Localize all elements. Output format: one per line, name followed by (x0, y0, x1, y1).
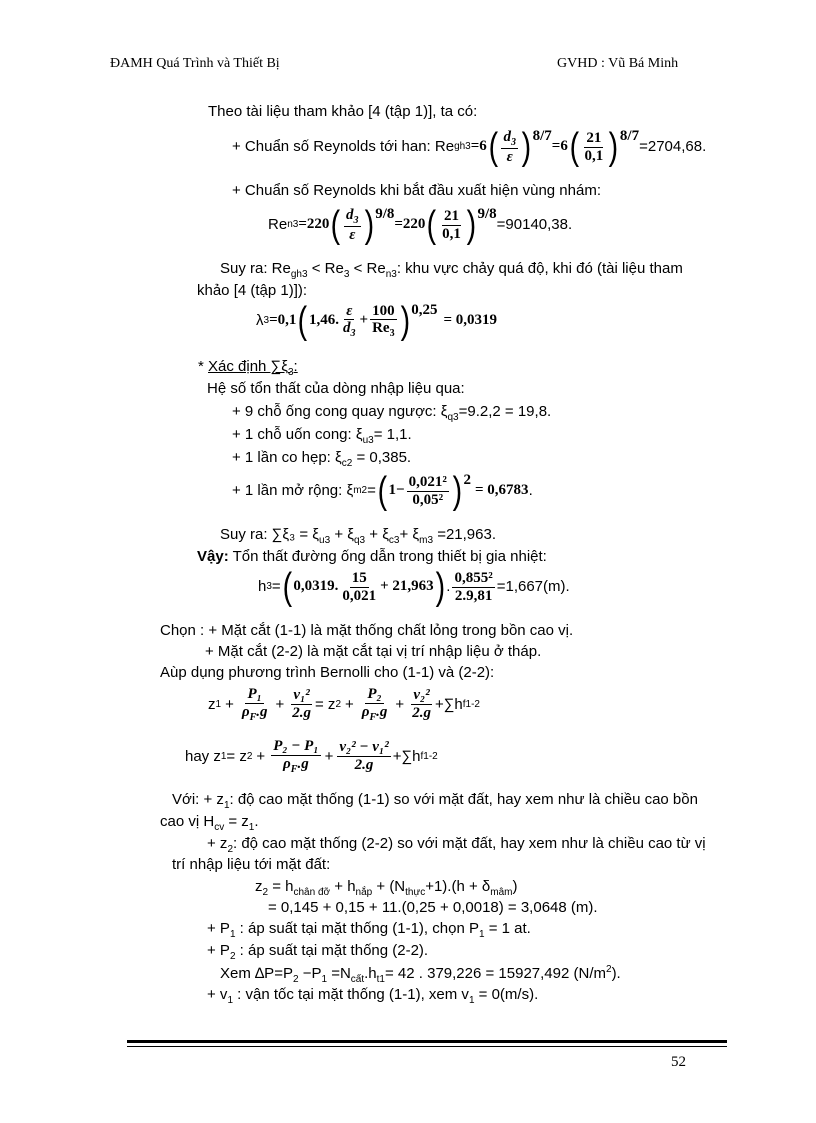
loss-equation: h 3 = ( 0,0319. $\frac{15}{0,021}$ + 21,963 ) . $\frac{\text{0,855²}}{2.9,81}$ =1,667(m). (258, 566, 570, 608)
lambda-equation: λ 3 =0,1 ( 1,46. $\frac{\varepsilon}{d_3}$ + $\frac{100}{Re_3}$ ) 0,25 = 0,0319 (256, 300, 498, 342)
line-17: Chọn : + Mặt cắt (1-1) là mặt thống chất lỏng trong bồn cao vị. (160, 622, 574, 639)
line-11: + 1 chỗ uốn cong: $\xi_{u3}= 1,1$. (232, 426, 412, 446)
line-23: trí nhập liệu tới mặt đất: (172, 856, 331, 873)
line-19: Aùp dụng phương trình Bernolli cho (1-1) và (2-2): (160, 664, 495, 681)
line-22: + $z_2$: độ cao mặt thống (2-2) so với mặt đất, hay xem như là chiều cao từ vị (207, 835, 706, 855)
line-27: + $P_2$ : áp suất tại mặt thống (2-2). (207, 942, 429, 962)
page-number: 52 (671, 1054, 686, 1070)
line-6: khảo [4 (tập 1)]): (197, 282, 308, 299)
bernoulli-equation: z 1 + $\frac{\text{P₁}}{\rho_F.g}$ + $\frac{\text{v₁²}}{2.g}$ = z 2 + $\frac{\text{P₂}}{\rho_F.g}$ + $\frac{\text{v₂²}}{2.g}$ +∑h f1-2 (208, 686, 480, 723)
line-20: Với: + $z_1$: độ cao mặt thống (1-1) so với mặt đất, hay xem như là chiều cao bồn (172, 791, 698, 811)
header-right: GVHD : Vũ Bá Minh (557, 56, 679, 71)
header-left: ĐAMH Quá Trình và Thiết Bị (110, 56, 280, 71)
bernoulli-rearranged: hay z 1 = z 2 + $\frac{\text{P₂ − P₁}}{\rho_F.g}$ + $\frac{\text{v₂² − v₁²}}{2.g}$ +∑h f1-2 (185, 738, 438, 775)
section-heading: * Xác định $\sum\xi_3$: (198, 358, 298, 378)
reynolds-critical: + Chuẩn số Reynolds tới han: Re gh3 =6 ( $\frac{d_3}{\varepsilon}$ ) 8/7 =6 ( $\frac{21}{0,1}$ ) 8/7 =2704,68. (232, 126, 707, 168)
line-26: + $P_1$ : áp suất tại mặt thống (1-1), chọn $P_1 = 1$ at. (207, 920, 531, 940)
line-1: Theo tài liệu tham khảo [4 (tập 1)], ta có: (208, 103, 478, 120)
expansion-equation: + 1 lần mở rộng: ξ m2 = ( 1− $\frac{\text{0,021²}}{\text{0,05²}}$ ) 2 = 0,6783 . (232, 470, 533, 512)
line-25: = 0,145 + 0,15 + 11.(0,25 + 0,0018) = 3,0648 (m). (268, 899, 598, 916)
line-9: Hệ số tổn thất của dòng nhập liệu qua: (207, 380, 465, 397)
line-5: Suy ra: $Re_{gh3} < Re_3 < Re_{n3}$: khu vực chảy quá độ, khi đó (tài liệu tham (220, 260, 683, 280)
line-18: + Mặt cắt (2-2) là mặt cắt tại vị trí nhập liệu ở tháp. (205, 643, 542, 660)
line-21: cao vị $H_{cv} = z_1$. (160, 813, 259, 833)
reynolds-rough: Re n3 =220 ( $\frac{d_3}{\varepsilon}$ ) 9/8 =220 ( $\frac{21}{0,1}$ ) 9/8 =90140,38. (268, 204, 573, 246)
footer-rule-thick (127, 1040, 727, 1043)
line-24: $z_2 = h_{chân đỡ} + h_{nắp} + (N_{thực}+1).(h + \delta_{mâm})$ (255, 878, 518, 898)
line-3: + Chuẩn số Reynolds khi bắt đầu xuất hiện vùng nhám: (232, 182, 601, 199)
line-14: Suy ra: $\sum\xi_3 = \xi_{u3} + \xi_{q3} + \xi_{c3}+ \xi_{m3} =21,963$. (220, 526, 497, 546)
footer-rule-thin (127, 1046, 727, 1047)
line-28: Xem $\Delta P=P_2 -P_1 =N_{cất}.h_{t1}= 42$ . 379,226 = 15927,492 $(N/m^2)$. (220, 964, 621, 985)
line-10: + 9 chỗ ống cong quay ngược: $\xi_{q3}=9.2,2 = 19,8$. (232, 403, 552, 423)
line-29: + $v_1$ : vận tốc tại mặt thống (1-1), xem $v_1 = 0(m/s)$. (207, 986, 539, 1006)
line-12: + 1 lần co hẹp: $\xi_{c2} = 0,385$. (232, 449, 412, 469)
line-15: Vậy: Tổn thất đường ống dẫn trong thiết bị gia nhiệt: (197, 548, 547, 565)
